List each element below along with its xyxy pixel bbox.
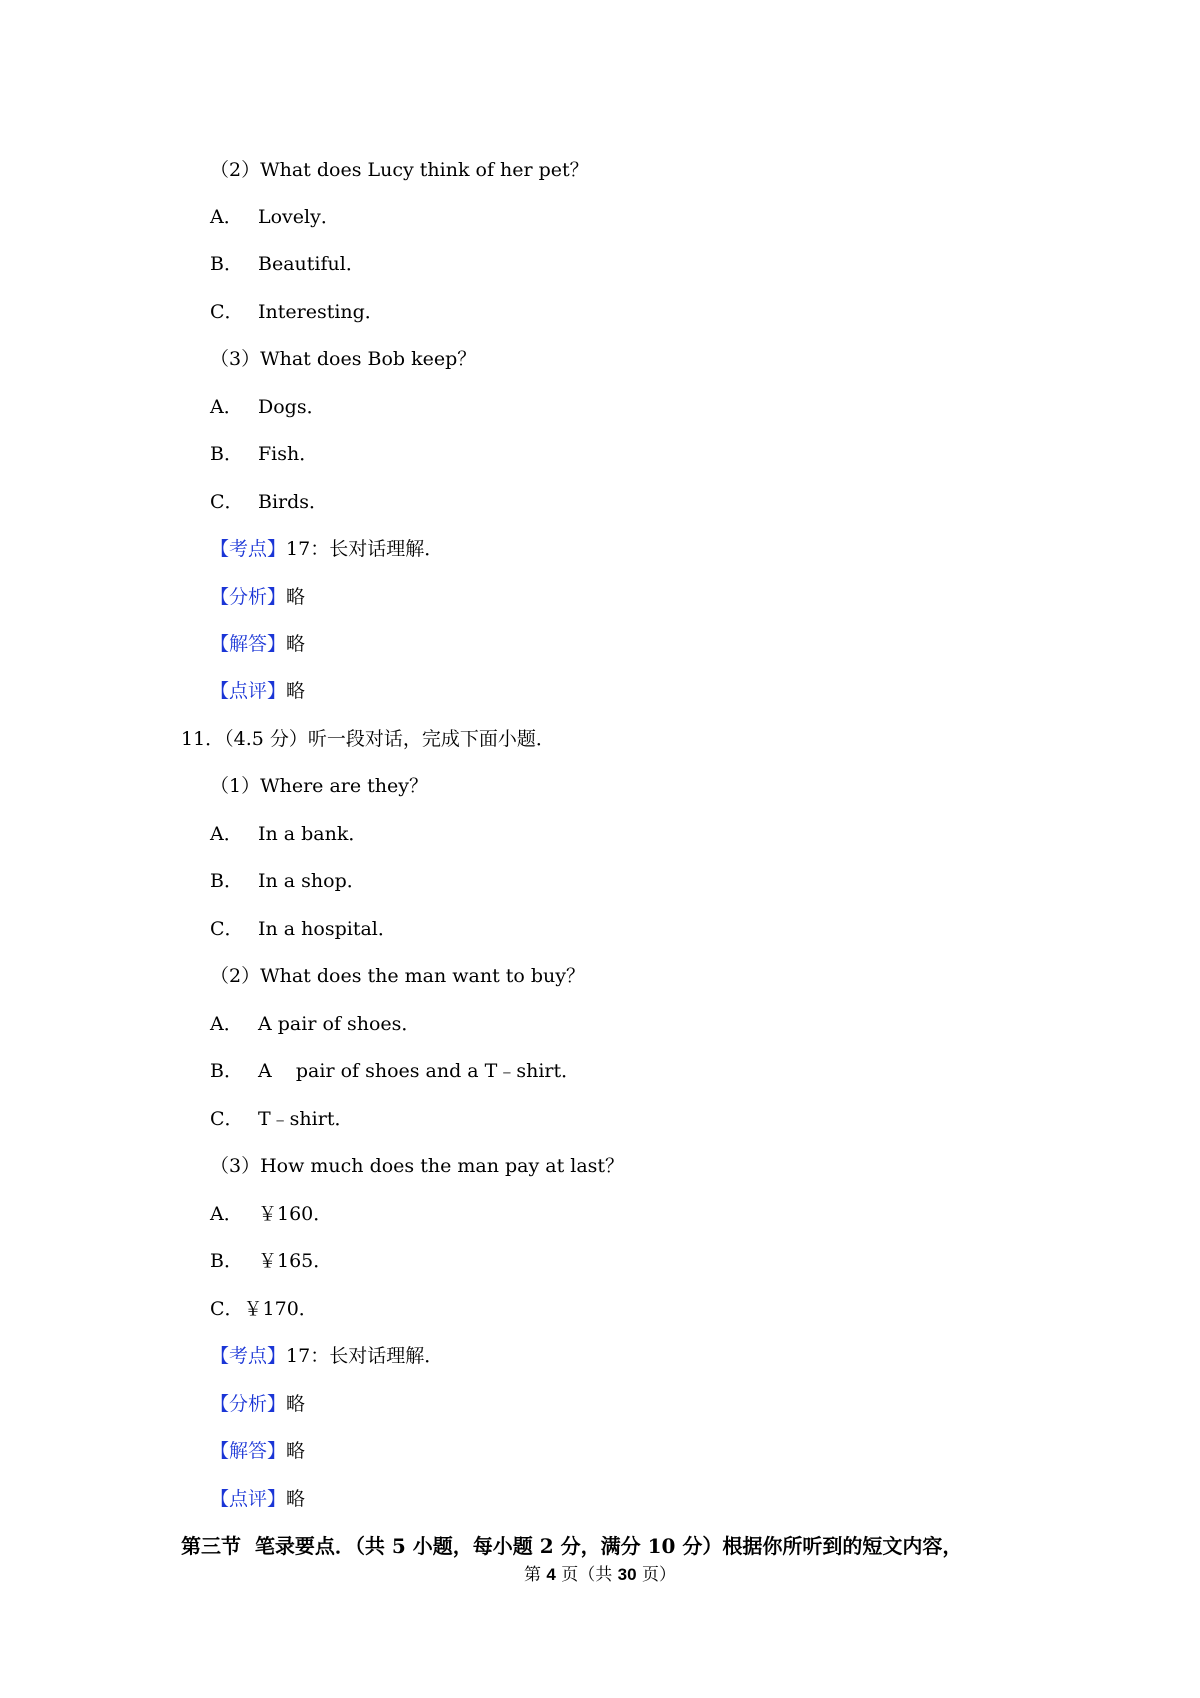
question-10-3-stem: （3）What does Bob keep？ — [210, 348, 477, 370]
option-letter: B． — [210, 870, 243, 892]
page-number: 4 — [546, 1565, 556, 1584]
option-letter: B． — [210, 253, 243, 275]
page-footer — [0, 1563, 1200, 1587]
option-letter: A． — [210, 396, 243, 418]
note-text: 略 — [286, 680, 306, 702]
section-3-heading: 第三节 笔录要点．（共 5 小题，每小题 2 分，满分 10 分）根据你所听到的短文内容， — [181, 1534, 963, 1558]
note-jieda — [210, 632, 305, 656]
option-letter: C． — [210, 301, 244, 323]
option-letter: C． — [210, 1108, 244, 1130]
option-text: A pair of shoes and a T﹣shirt． — [258, 1060, 581, 1082]
option-text: A pair of shoes． — [258, 1013, 421, 1035]
option-c — [210, 1107, 353, 1131]
question-10-2-stem: （2）What does Lucy think of her pet？ — [210, 159, 589, 181]
option-c — [210, 917, 397, 941]
option-text: In a shop． — [258, 870, 366, 892]
note-kaodian — [210, 1344, 443, 1368]
option-letter: C． — [210, 491, 244, 513]
question-11-1-stem: （1）Where are they？ — [210, 775, 429, 797]
note-fenxi — [210, 1392, 305, 1416]
option-text: In a hospital． — [258, 918, 397, 940]
footer-prefix: 第 — [523, 1565, 547, 1585]
question-11-2-stem: （2）What does the man want to buy？ — [210, 965, 586, 987]
option-text: Lovely． — [258, 206, 340, 228]
note-text: 17：长对话理解． — [286, 538, 444, 560]
option-a — [210, 1012, 420, 1036]
option-letter: B． — [210, 1060, 243, 1082]
note-text: 略 — [286, 633, 306, 655]
footer-middle: 页（共 — [555, 1565, 618, 1585]
note-jieda — [210, 1439, 305, 1463]
option-text: ￥165． — [258, 1250, 333, 1272]
note-tag: 【分析】 — [210, 586, 287, 608]
option-text: Interesting． — [258, 301, 384, 323]
option-a — [210, 822, 367, 846]
option-a — [210, 205, 340, 229]
option-c — [210, 300, 384, 324]
option-text: ￥160． — [258, 1203, 333, 1225]
note-tag: 【解答】 — [210, 1440, 287, 1462]
option-text: Beautiful． — [258, 253, 365, 275]
note-tag: 【点评】 — [210, 1488, 287, 1510]
option-text: Fish． — [258, 443, 319, 465]
option-b — [210, 1059, 580, 1083]
footer-suffix: 页） — [636, 1565, 676, 1585]
note-text: 略 — [286, 586, 306, 608]
note-tag: 【点评】 — [210, 680, 287, 702]
note-kaodian — [210, 537, 443, 561]
option-b — [210, 1249, 332, 1273]
note-dianping — [210, 1487, 305, 1511]
note-text: 略 — [286, 1488, 306, 1510]
option-a — [210, 395, 326, 419]
note-text: 略 — [286, 1440, 306, 1462]
option-letter: A． — [210, 823, 243, 845]
note-tag: 【分析】 — [210, 1393, 287, 1415]
question-11-header: 11．（4.5 分）听一段对话，完成下面小题． — [181, 728, 555, 750]
option-c — [210, 1297, 318, 1321]
option-letter: C． — [210, 918, 244, 940]
question-11-3-stem: （3）How much does the man pay at last？ — [210, 1155, 625, 1177]
option-letter: C． — [210, 1298, 244, 1320]
note-text: 略 — [286, 1393, 306, 1415]
note-tag: 【考点】 — [210, 538, 287, 560]
option-text: T﹣shirt． — [258, 1108, 354, 1130]
option-letter: B． — [210, 1250, 243, 1272]
note-tag: 【考点】 — [210, 1345, 287, 1367]
option-text: In a bank． — [258, 823, 368, 845]
page-total: 30 — [617, 1565, 637, 1584]
option-text: Dogs． — [258, 396, 326, 418]
note-text: 17：长对话理解． — [286, 1345, 444, 1367]
option-text: Birds． — [258, 491, 329, 513]
option-b — [210, 869, 366, 893]
option-b — [210, 252, 365, 276]
option-letter: A． — [210, 1013, 243, 1035]
option-a — [210, 1202, 332, 1226]
option-b — [210, 442, 318, 466]
option-letter: A． — [210, 1203, 243, 1225]
note-tag: 【解答】 — [210, 633, 287, 655]
option-c — [210, 490, 328, 514]
option-letter: B． — [210, 443, 243, 465]
note-dianping — [210, 679, 305, 703]
option-letter: A． — [210, 206, 243, 228]
option-text: ￥170． — [243, 1298, 318, 1320]
note-fenxi — [210, 585, 305, 609]
